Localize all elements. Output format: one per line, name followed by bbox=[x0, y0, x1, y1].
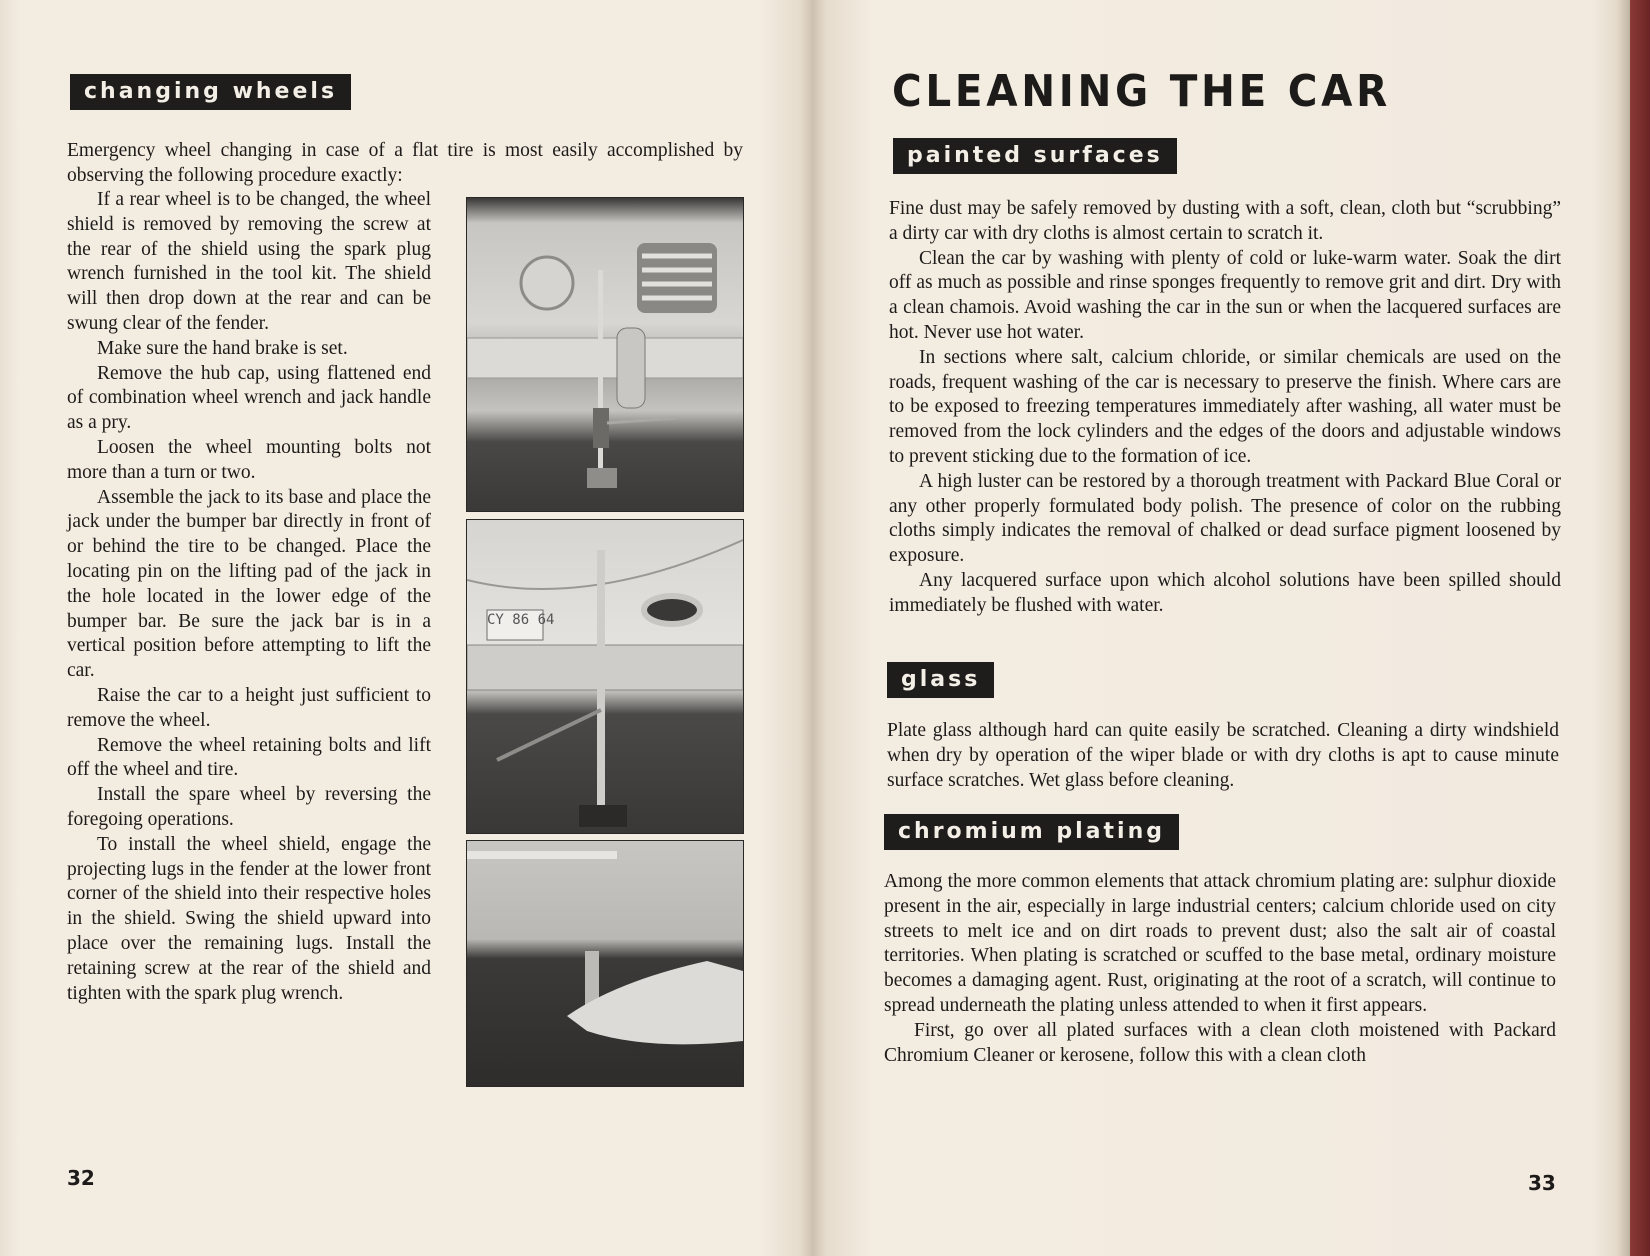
procedure-step: To install the wheel shield, engage the projecting lugs in the fender at the lower front corner of the shield into their respective holes in the shield. Swing the shield upward into place over the remaining lugs. Install the retaining screw at the rear of the shield and tighten with the spark plug wrench. bbox=[67, 833, 431, 1004]
glass-text bbox=[887, 719, 1559, 793]
section-heading-glass: glass bbox=[887, 662, 994, 698]
page-number: 33 bbox=[1528, 1171, 1556, 1195]
painted-surfaces-text bbox=[889, 197, 1561, 619]
procedure-step: Raise the car to a height just sufficient to remove the wheel. bbox=[67, 684, 431, 731]
procedure-step: Assemble the jack to its base and place the jack under the bumper bar directly in front of or behind the tire to be changed. Place the locating pin on the lifting pad of the jack in the hole located in the lower edge of the bumper bar. Be sure the jack bar is in a vertical position before attempting to lift the car. bbox=[67, 486, 431, 682]
paragraph: In sections where salt, calcium chloride, or similar chemicals are used on the roads, frequent washing of the car is necessary to preserve the finish. Where cars are to be exposed to freezing temperatures immediately after washing, all water must be removed from the lock cylinders and the edges of the doors and adjustable windows to prevent sticking due to the formation of ice. bbox=[889, 346, 1561, 467]
car-rear-illustration bbox=[467, 520, 743, 833]
paragraph: A high luster can be restored by a thorough treatment with Packard Blue Coral or any other properly formulated body polish. The presence of color on the rubbing cloths simply indicates the removal of chalked or dead surface pigment loosened by exposure. bbox=[889, 470, 1561, 567]
procedure-column bbox=[67, 188, 431, 1006]
procedure-step: Remove the hub cap, using flattened end of combination wheel wrench and jack handle as a pry. bbox=[67, 362, 431, 434]
photo-wheel-shield-install bbox=[466, 840, 744, 1087]
procedure-step: Install the spare wheel by reversing the foregoing operations. bbox=[67, 784, 431, 830]
license-plate-text: CY 86 64 bbox=[487, 612, 555, 628]
book-cover-edge bbox=[1630, 0, 1650, 1256]
car-front-illustration bbox=[467, 198, 743, 511]
page-number: 32 bbox=[67, 1166, 95, 1190]
intro-text: Emergency wheel changing in case of a flat tire is most easily accomplished by observing the following procedure exactly: bbox=[67, 140, 743, 186]
section-heading-painted-surfaces: painted surfaces bbox=[893, 138, 1177, 174]
procedure-step: Remove the wheel retaining bolts and lift off the wheel and tire. bbox=[67, 734, 431, 781]
procedure-step: If a rear wheel is to be changed, the wheel shield is removed by removing the screw at the rear of the shield using the spark plug wrench furnished in the tool kit. The shield will then drop down at the rear and can be swung clear of the fender. bbox=[67, 189, 431, 334]
paragraph: Fine dust may be safely removed by dusting with a soft, clean, cloth but “scrubbing” a dirty car with dry cloths is almost certain to scratch it. bbox=[889, 198, 1561, 244]
paragraph: First, go over all plated surfaces with a clean cloth moistened with Packard Chromium Cleaner or kerosene, follow this with a clean cloth bbox=[884, 1019, 1556, 1066]
paragraph: Among the more common elements that attack chromium plating are: sulphur dioxide present in the air, especially in large industrial centers; calcium chloride used on city streets to melt ice and on dirt roads to prevent dust; also the salt air of coastal territories. When plating is scratched or scuffed to the base metal, ordinary moisture becomes a damaging agent. Rust, originating at the root of a scratch, will continue to spread underneath the plating unless attended to when it first appears. bbox=[884, 871, 1556, 1016]
page-title: CLEANING THE CAR bbox=[892, 66, 1391, 117]
section-heading-chromium-plating: chromium plating bbox=[884, 814, 1179, 850]
chromium-plating-text bbox=[884, 870, 1556, 1068]
intro-paragraph bbox=[67, 139, 743, 189]
paragraph: Clean the car by washing with plenty of cold or luke-warm water. Soak the dirt off as much as possible and rinse sponges frequently to remove grit and dirt. Dry with a clean chamois. Avoid washing the car in the sun or when the lacquered surfaces are hot. Never use hot water. bbox=[889, 247, 1561, 343]
procedure-step: Loosen the wheel mounting bolts not more than a turn or two. bbox=[67, 436, 431, 483]
paragraph: Plate glass although hard can quite easily be scratched. Cleaning a dirty windshield when dry by operation of the wiper blade or with dry cloths is apt to cause minute surface scratches. Wet glass before cleaning. bbox=[887, 720, 1559, 791]
photo-jack-front-bumper bbox=[466, 197, 744, 512]
hand-illustration bbox=[467, 841, 743, 1086]
photo-jack-rear-bumper bbox=[466, 519, 744, 834]
paragraph: Any lacquered surface upon which alcohol solutions have been spilled should immediately be flushed with water. bbox=[889, 569, 1561, 616]
left-page bbox=[0, 0, 812, 1256]
section-heading-changing-wheels: changing wheels bbox=[70, 74, 351, 110]
procedure-step: Make sure the hand brake is set. bbox=[97, 337, 348, 359]
